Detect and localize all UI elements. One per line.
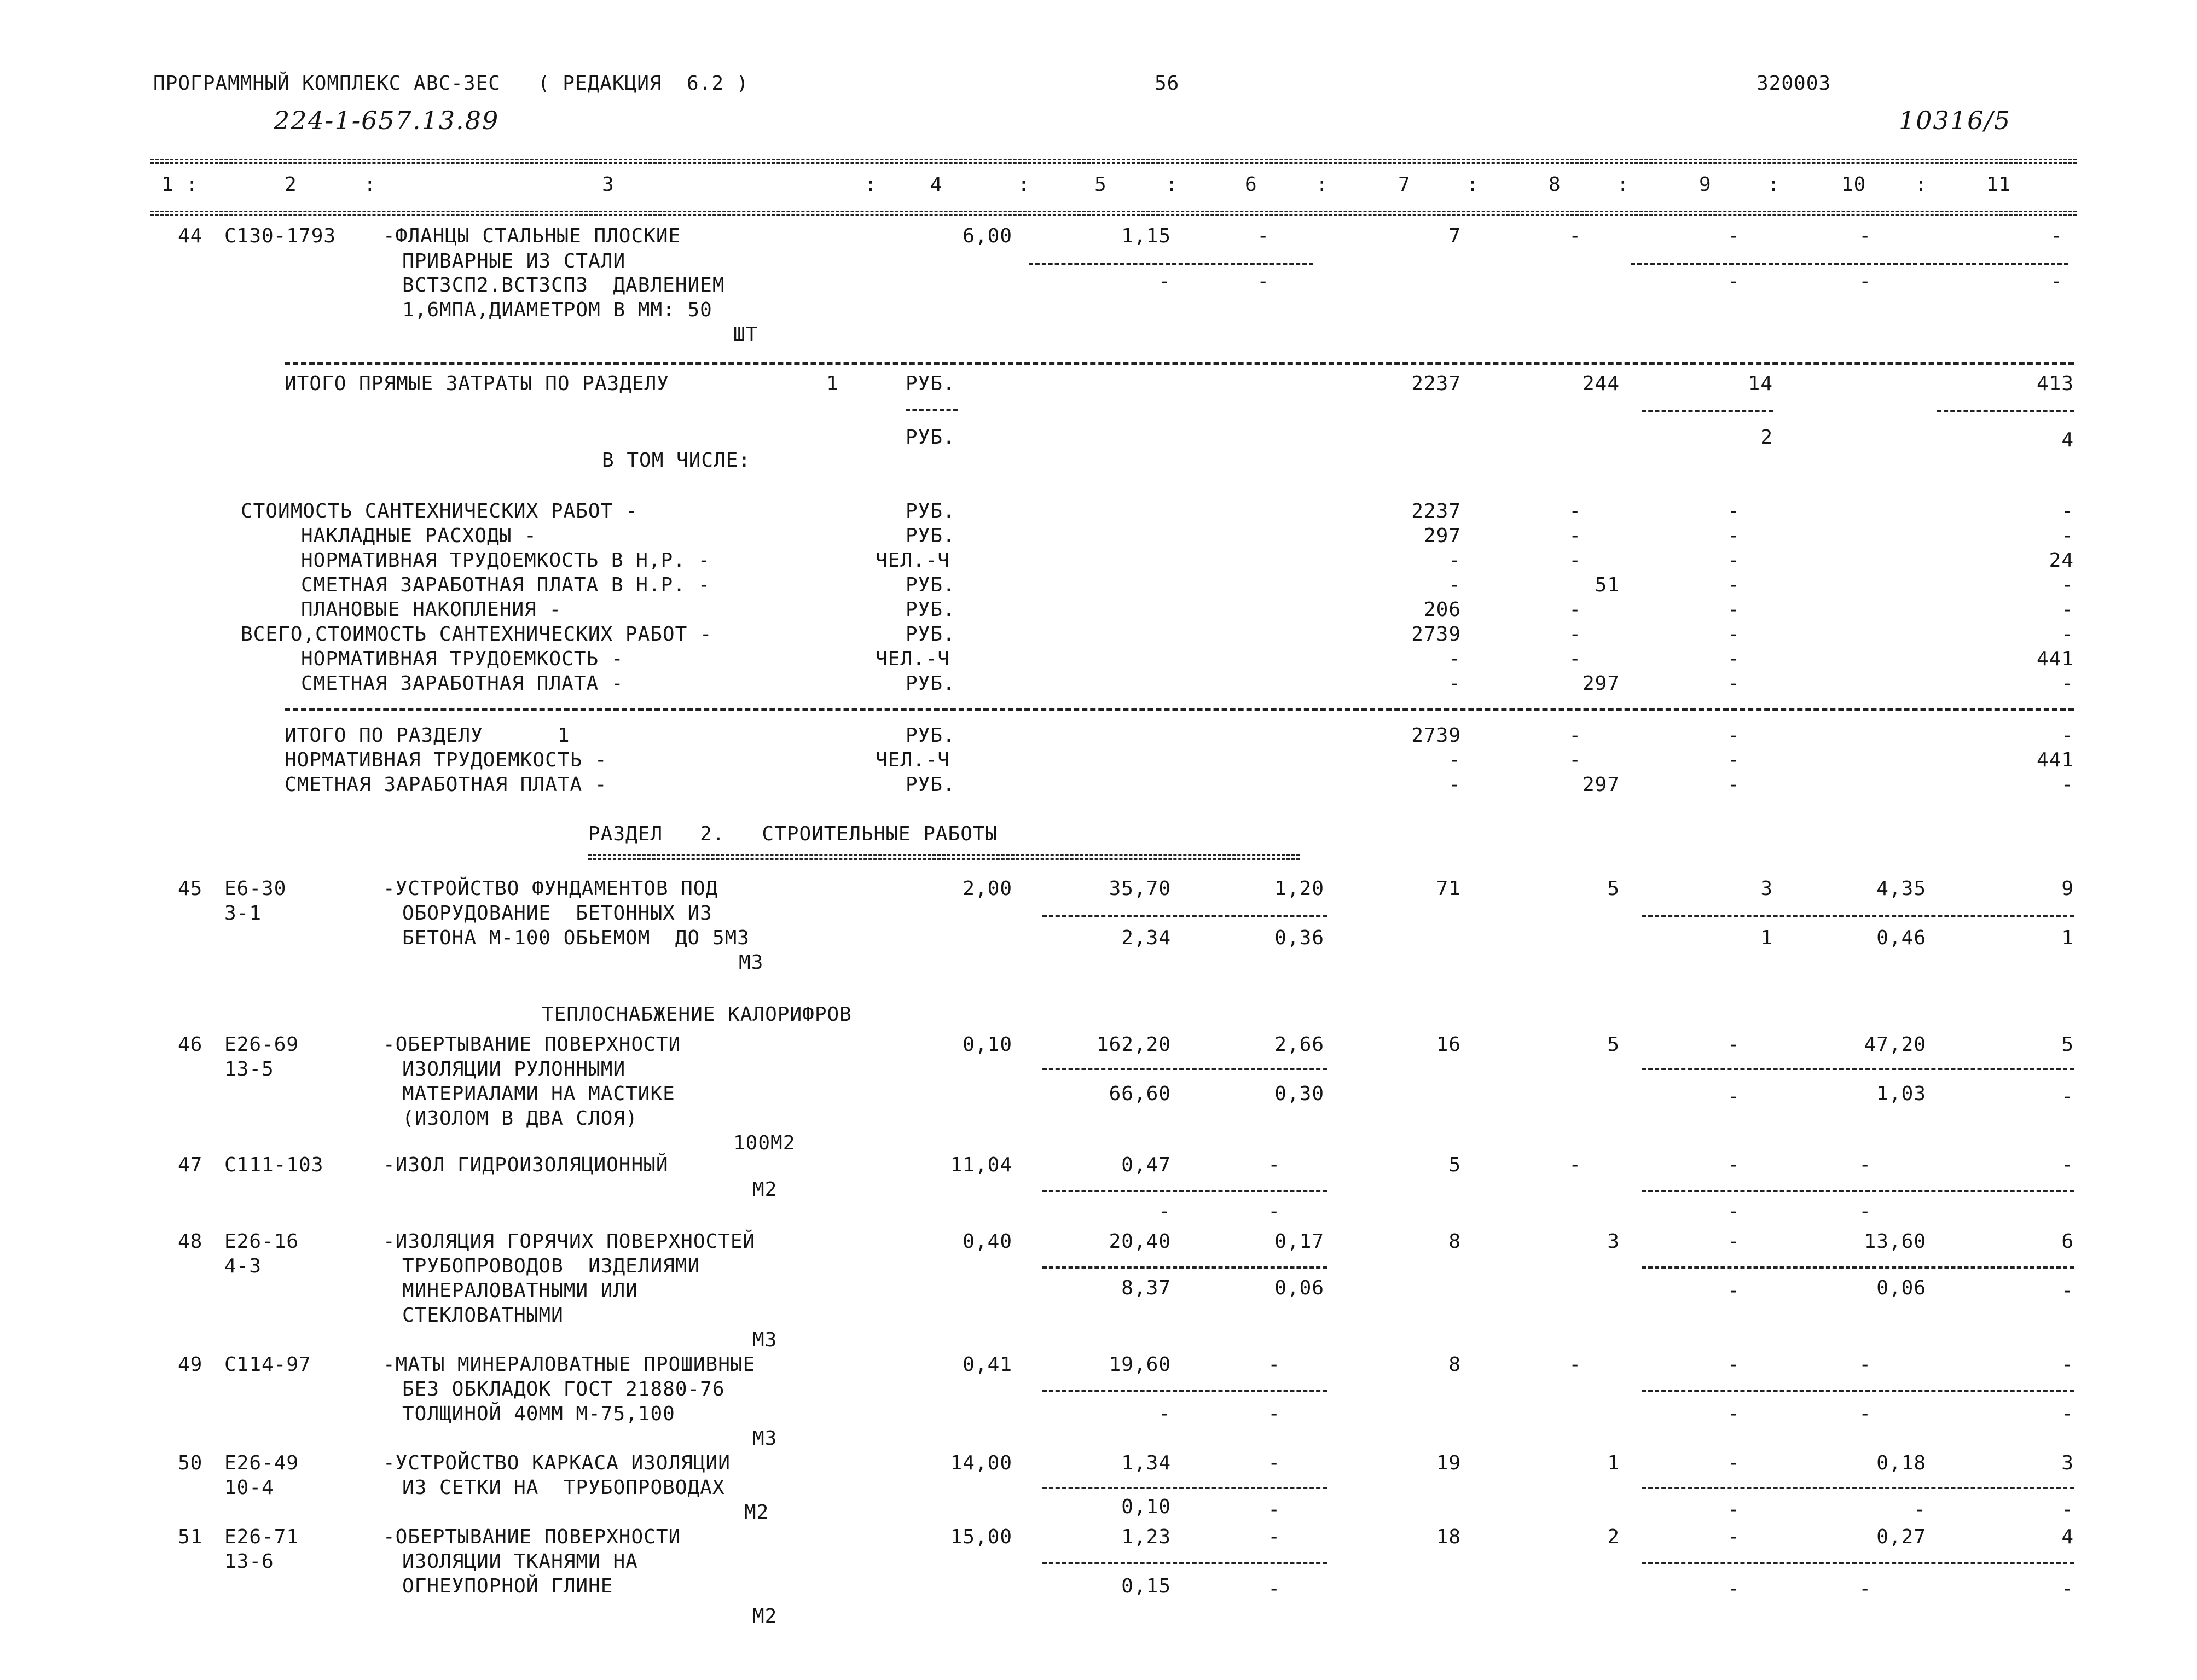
summary-col-8: - <box>1569 623 1581 646</box>
col-11-wage: - <box>2050 270 2063 293</box>
sub-rule <box>1042 1190 1327 1192</box>
summary-unit: ЧЕЛ.-Ч <box>876 549 950 572</box>
col-11-value: 9 <box>2061 877 2074 900</box>
unit-of-measure: М3 <box>739 951 764 974</box>
col-6: 6 <box>1245 173 1257 196</box>
summary-col-9: - <box>1728 574 1740 596</box>
col-sep: : <box>1617 173 1630 196</box>
summary-col-9: - <box>1728 500 1740 522</box>
col-10-value: 47,20 <box>1864 1033 1926 1056</box>
unit-price: 1,34 <box>1121 1452 1171 1474</box>
col-11-wage: - <box>2061 1578 2074 1600</box>
item-description-line: ИЗОЛЯЦИИ ТКАНЯМИ НА <box>402 1550 638 1573</box>
col-sep: : <box>1018 173 1030 196</box>
col-10-value: 0,18 <box>1876 1452 1926 1474</box>
handwritten-sheet-number: 10316/5 <box>1899 106 2011 135</box>
summary-col-7: - <box>1448 648 1461 670</box>
sub-rule <box>1642 1390 2074 1392</box>
quantity: 0,10 <box>963 1033 1012 1056</box>
item-description-line: -УСТРОЙСТВО КАРКАСА ИЗОЛЯЦИИ <box>383 1452 731 1474</box>
summary-col-9: - <box>1728 672 1740 695</box>
summary-label: НАКЛАДНЫЕ РАСХОДЫ - <box>301 525 537 547</box>
summary-col-11: - <box>2061 598 2074 621</box>
col-11-wage: - <box>2061 1280 2074 1302</box>
summary-col-11: - <box>2061 574 2074 596</box>
rate-code: Е6-30 <box>224 877 287 900</box>
sub-rule <box>1042 1068 1327 1070</box>
section-total-col-7: - <box>1448 749 1461 771</box>
section-total-label: СМЕТНАЯ ЗАРАБОТНАЯ ПЛАТА - <box>285 774 607 796</box>
col-11: 11 <box>1986 173 2011 196</box>
col-8-value: 5 <box>1607 877 1620 900</box>
item-description-line: -ОБЕРТЫВАНИЕ ПОВЕРХНОСТИ <box>383 1033 681 1056</box>
col-sep: : <box>1316 173 1329 196</box>
summary-col-9: - <box>1728 623 1740 646</box>
rate-code-sub: 4-3 <box>224 1255 262 1277</box>
section-total-unit: РУБ. <box>906 724 955 747</box>
summary-col-7: 2739 <box>1411 623 1461 646</box>
col-8-value: 5 <box>1607 1033 1620 1056</box>
summary-label: НОРМАТИВНАЯ ТРУДОЕМКОСТЬ В Н,Р. - <box>301 549 711 572</box>
col-10-wage: 1,03 <box>1876 1083 1926 1105</box>
sub-rule <box>1642 1487 2074 1489</box>
col-9-wage: - <box>1728 1403 1740 1425</box>
summary-unit: ЧЕЛ.-Ч <box>876 648 950 670</box>
col-sep: : <box>1166 173 1178 196</box>
quantity: 6,00 <box>963 225 1012 247</box>
col-11-value: - <box>2050 225 2063 247</box>
item-description-line: -МАТЫ МИНЕРАЛОВАТНЫЕ ПРОШИВНЫЕ <box>383 1353 756 1376</box>
row-number: 50 <box>178 1452 203 1474</box>
summary-label: СТОИМОСТЬ САНТЕХНИЧЕСКИХ РАБОТ - <box>241 500 638 522</box>
col-8-value: - <box>1569 1154 1581 1176</box>
summary-col-11: - <box>2061 623 2074 646</box>
direct-col-8: 244 <box>1582 373 1620 395</box>
summary-col-11: - <box>2061 672 2074 695</box>
sub-rule <box>1029 263 1313 265</box>
unit-of-measure: М3 <box>752 1329 778 1351</box>
col-3: 3 <box>602 173 615 196</box>
sub-rule <box>1642 915 2074 917</box>
unit-price-wage: 0,15 <box>1121 1575 1171 1597</box>
col-9-wage: - <box>1728 270 1740 293</box>
summary-col-7: 206 <box>1423 598 1461 621</box>
col-11-value: - <box>2061 1154 2074 1176</box>
total-cost: 16 <box>1436 1033 1461 1056</box>
col-10: 10 <box>1841 173 1866 196</box>
rate-code: С130-1793 <box>224 225 337 247</box>
col-9-value: - <box>1728 1033 1740 1056</box>
item-description-line: БЕТОНА М-100 ОБЬЕМОМ ДО 5М3 <box>402 927 750 949</box>
item-description-line: 1,6МПА,ДИАМЕТРОМ В ММ: 50 <box>402 299 712 321</box>
col-11-wage: 1 <box>2061 927 2074 949</box>
item-description-line: -ИЗОЛЯЦИЯ ГОРЯЧИХ ПОВЕРХНОСТЕЙ <box>383 1230 756 1253</box>
col-6-wage: - <box>1268 1498 1280 1521</box>
col-6-wage: 0,36 <box>1274 927 1324 949</box>
row-number: 46 <box>178 1033 203 1056</box>
col-5: 5 <box>1094 173 1107 196</box>
sub-rule <box>1042 915 1327 917</box>
sub-rule <box>1642 1190 2074 1192</box>
quantity: 14,00 <box>950 1452 1012 1474</box>
total-cost: 71 <box>1436 877 1461 900</box>
row-number: 51 <box>178 1526 203 1548</box>
unit-price-wage: - <box>1158 1403 1171 1425</box>
section-total-col-8: - <box>1569 749 1581 771</box>
quantity: 0,40 <box>963 1230 1012 1253</box>
rate-code: Е26-49 <box>224 1452 299 1474</box>
unit-of-measure: М2 <box>752 1178 778 1201</box>
quantity: 11,04 <box>950 1154 1012 1176</box>
unit-of-measure: 100М2 <box>733 1132 796 1154</box>
item-description-line: ОГНЕУПОРНОЙ ГЛИНЕ <box>402 1575 613 1597</box>
col-6-value: - <box>1268 1353 1280 1376</box>
col-6-wage: - <box>1268 1200 1280 1223</box>
section-total-unit: РУБ. <box>906 774 955 796</box>
sub-rule <box>1642 1562 2074 1564</box>
col-9: 9 <box>1699 173 1712 196</box>
unit-price-wage: - <box>1158 270 1171 293</box>
sub-rule <box>1642 410 1773 412</box>
rate-code: Е26-71 <box>224 1526 299 1548</box>
item-description-line: МАТЕРИАЛАМИ НА МАСТИКЕ <box>402 1083 675 1105</box>
summary-col-8: - <box>1569 525 1581 547</box>
document-code: 320003 <box>1757 72 1831 95</box>
unit-of-measure: М2 <box>744 1501 769 1524</box>
unit-price-wage: 0,10 <box>1121 1496 1171 1518</box>
unit-price: 35,70 <box>1109 877 1171 900</box>
summary-col-8: - <box>1569 598 1581 621</box>
item-description-line: ИЗ СЕТКИ НА ТРУБОПРОВОДАХ <box>402 1476 725 1499</box>
header-top-rule <box>150 159 2077 164</box>
summary-unit: РУБ. <box>906 598 955 621</box>
col-6-value: - <box>1268 1154 1280 1176</box>
unit-price: 19,60 <box>1109 1353 1171 1376</box>
section-title-underline <box>588 854 1300 860</box>
col-2: 2 <box>285 173 297 196</box>
item-description-line: ПРИВАРНЫЕ ИЗ СТАЛИ <box>402 250 626 272</box>
sub-rule <box>1642 1266 2074 1269</box>
col-10-wage: - <box>1859 1578 1871 1600</box>
unit-price: 0,47 <box>1121 1154 1171 1176</box>
col-9-value: - <box>1728 1526 1740 1548</box>
row-number: 49 <box>178 1353 203 1376</box>
summary-col-7: 2237 <box>1411 500 1461 522</box>
col-6-value: 0,17 <box>1274 1230 1324 1253</box>
col-9-wage: - <box>1728 1498 1740 1521</box>
sub-rule <box>1631 263 2068 265</box>
row-number: 44 <box>178 225 203 247</box>
item-description-line: БЕЗ ОБКЛАДОК ГОСТ 21880-76 <box>402 1378 725 1400</box>
col-8: 8 <box>1549 173 1561 196</box>
col-sep: : <box>364 173 376 196</box>
unit-price: 20,40 <box>1109 1230 1171 1253</box>
col-11-value: 3 <box>2061 1452 2074 1474</box>
sub-rule <box>1937 410 2074 412</box>
item-description-line: МИНЕРАЛОВАТНЫМИ ИЛИ <box>402 1280 638 1302</box>
summary-unit: РУБ. <box>906 574 955 596</box>
handwritten-doc-number: 224-1-657.13.89 <box>274 106 500 135</box>
item-description-line: -ФЛАНЦЫ СТАЛЬНЫЕ ПЛОСКИЕ <box>383 225 681 247</box>
unit-rub: РУБ. <box>906 373 955 395</box>
col-9-value: - <box>1728 1452 1740 1474</box>
col-6-value: 2,66 <box>1274 1033 1324 1056</box>
col-11-value: 4 <box>2061 1526 2074 1548</box>
rate-code-sub: 10-4 <box>224 1476 274 1499</box>
section-total-col-8: 297 <box>1582 774 1620 796</box>
col-sep: : <box>1915 173 1928 196</box>
summary-col-7: - <box>1448 574 1461 596</box>
col-6-value: - <box>1257 225 1269 247</box>
including-label: В ТОМ ЧИСЛЕ: <box>602 449 751 472</box>
section-total-col-8: - <box>1569 724 1581 747</box>
row-number: 48 <box>178 1230 203 1253</box>
col-6-wage: 0,30 <box>1274 1083 1324 1105</box>
summary-col-8: 297 <box>1582 672 1620 695</box>
sub-rule <box>1042 1562 1327 1564</box>
col-10-wage: 0,06 <box>1876 1277 1926 1299</box>
item-description-line: ВСТ3СП2.ВСТ3СП3 ДАВЛЕНИЕМ <box>402 274 725 297</box>
row-number: 47 <box>178 1154 203 1176</box>
summary-col-7: - <box>1448 549 1461 572</box>
summary-col-11: 24 <box>2049 549 2074 572</box>
col-11-wage: - <box>2061 1498 2074 1521</box>
item-description-line: -ИЗОЛ ГИДРОИЗОЛЯЦИОННЫЙ <box>383 1154 669 1176</box>
item-description-line: СТЕКЛОВАТНЫМИ <box>402 1304 564 1327</box>
col-7: 7 <box>1398 173 1411 196</box>
col-6-value: 1,20 <box>1274 877 1324 900</box>
col-6-value: - <box>1268 1526 1280 1548</box>
summary-col-8: 51 <box>1595 574 1620 596</box>
col-10-value: 4,35 <box>1876 877 1926 900</box>
summary-col-9: - <box>1728 549 1740 572</box>
summary-col-7: - <box>1448 672 1461 695</box>
col-6-value: - <box>1268 1452 1280 1474</box>
summary-col-8: - <box>1569 549 1581 572</box>
header-bottom-rule <box>150 211 2077 216</box>
item-description-line: -ОБЕРТЫВАНИЕ ПОВЕРХНОСТИ <box>383 1526 681 1548</box>
col-10-wage: - <box>1914 1498 1926 1521</box>
section-2-title: РАЗДЕЛ 2. СТРОИТЕЛЬНЫЕ РАБОТЫ <box>588 823 998 845</box>
col-8-value: 3 <box>1607 1230 1620 1253</box>
direct-col-11-wage: 4 <box>2061 429 2074 451</box>
sub-rule <box>906 409 958 411</box>
sub-rule <box>1042 1266 1327 1269</box>
col-9-wage: 1 <box>1760 927 1773 949</box>
rate-code: С114-97 <box>224 1353 311 1376</box>
unit-of-measure: М2 <box>752 1605 778 1627</box>
summary-label: НОРМАТИВНАЯ ТРУДОЕМКОСТЬ - <box>301 648 624 670</box>
row-number: 45 <box>178 877 203 900</box>
section-total-col-11: 441 <box>2036 749 2074 771</box>
unit-rub: РУБ. <box>906 426 955 449</box>
col-10-wage: - <box>1859 1403 1871 1425</box>
col-8-value: 1 <box>1607 1452 1620 1474</box>
item-description-line: ТРУБОПРОВОДОВ ИЗДЕЛИЯМИ <box>402 1255 700 1277</box>
col-10-wage: - <box>1859 1200 1871 1223</box>
unit-of-measure: ШТ <box>733 323 758 346</box>
page-number: 56 <box>1155 72 1180 95</box>
summary-unit: РУБ. <box>906 525 955 547</box>
rate-code: С111-103 <box>224 1154 324 1176</box>
rate-code: Е26-16 <box>224 1230 299 1253</box>
section-total-unit: ЧЕЛ.-Ч <box>876 749 950 771</box>
item-description-line: (ИЗОЛОМ В ДВА СЛОЯ) <box>402 1107 638 1130</box>
col-8-value: - <box>1569 225 1581 247</box>
rate-code: Е26-69 <box>224 1033 299 1056</box>
section-total-col-11: - <box>2061 724 2074 747</box>
total-cost: 7 <box>1448 225 1461 247</box>
summary-label: ВСЕГО,СТОИМОСТЬ САНТЕХНИЧЕСКИХ РАБОТ - <box>241 623 712 646</box>
total-cost: 19 <box>1436 1452 1461 1474</box>
item-description-line: -УСТРОЙСТВО ФУНДАМЕНТОВ ПОД <box>383 877 718 900</box>
summary-col-7: 297 <box>1423 525 1461 547</box>
summary-col-9: - <box>1728 648 1740 670</box>
col-sep: : <box>186 173 199 196</box>
summary-label: ПЛАНОВЫЕ НАКОПЛЕНИЯ - <box>301 598 562 621</box>
summary-col-9: - <box>1728 598 1740 621</box>
col-9-wage: - <box>1728 1200 1740 1223</box>
col-11-wage: - <box>2061 1085 2074 1108</box>
direct-costs-label: ИТОГО ПРЯМЫЕ ЗАТРАТЫ ПО РАЗДЕЛУ <box>285 373 669 395</box>
total-cost: 5 <box>1448 1154 1461 1176</box>
col-1: 1 <box>161 173 174 196</box>
col-10-value: - <box>1859 1353 1871 1376</box>
col-11-value: 5 <box>2061 1033 2074 1056</box>
col-sep: : <box>1466 173 1479 196</box>
program-title: ПРОГРАММНЫЙ КОМПЛЕКС АВС-3ЕС ( РЕДАКЦИЯ 6.2 ) <box>153 72 749 95</box>
sub-rule <box>1642 1068 2074 1070</box>
section-total-label: ИТОГО ПО РАЗДЕЛУ 1 <box>285 724 570 747</box>
total-cost: 8 <box>1448 1230 1461 1253</box>
summary-label: СМЕТНАЯ ЗАРАБОТНАЯ ПЛАТА В Н.Р. - <box>301 574 711 596</box>
summary-col-8: - <box>1569 500 1581 522</box>
item-description-line: ИЗОЛЯЦИИ РУЛОННЫМИ <box>402 1058 626 1080</box>
col-sep: : <box>1767 173 1780 196</box>
summary-col-11: - <box>2061 500 2074 522</box>
col-11-wage: - <box>2061 1403 2074 1425</box>
item-description-line: ТОЛЩИНОЙ 40ММ М-75,100 <box>402 1403 675 1425</box>
summary-unit: РУБ. <box>906 500 955 522</box>
col-10-value: - <box>1859 225 1871 247</box>
section-total-col-9: - <box>1728 774 1740 796</box>
col-6-wage: - <box>1268 1578 1280 1600</box>
unit-price-wage: 66,60 <box>1109 1083 1171 1105</box>
summary-unit: РУБ. <box>906 672 955 695</box>
col-9-value: - <box>1728 225 1740 247</box>
subsection-title: ТЕПЛОСНАБЖЕНИЕ КАЛОРИФРОВ <box>542 1003 852 1026</box>
col-9-value: - <box>1728 1353 1740 1376</box>
section-rule <box>285 708 2074 711</box>
col-10-wage: - <box>1859 270 1871 293</box>
section-total-col-9: - <box>1728 749 1740 771</box>
unit-price-wage: 2,34 <box>1121 927 1171 949</box>
col-9-value: - <box>1728 1230 1740 1253</box>
summary-label: СМЕТНАЯ ЗАРАБОТНАЯ ПЛАТА - <box>301 672 624 695</box>
col-11-value: 6 <box>2061 1230 2074 1253</box>
rate-code-sub: 13-5 <box>224 1058 274 1080</box>
section-rule <box>285 362 2074 365</box>
section-total-col-7: - <box>1448 774 1461 796</box>
col-10-value: 0,27 <box>1876 1526 1926 1548</box>
col-10-value: 13,60 <box>1864 1230 1926 1253</box>
section-total-col-11: - <box>2061 774 2074 796</box>
col-9-value: - <box>1728 1154 1740 1176</box>
section-number: 1 <box>826 373 839 395</box>
total-cost: 8 <box>1448 1353 1461 1376</box>
col-9-wage: - <box>1728 1280 1740 1302</box>
summary-col-8: - <box>1569 648 1581 670</box>
direct-total: 2237 <box>1411 373 1461 395</box>
unit-price-wage: - <box>1158 1200 1171 1223</box>
quantity: 0,41 <box>963 1353 1012 1376</box>
unit-price: 1,23 <box>1121 1526 1171 1548</box>
col-9-wage: - <box>1728 1085 1740 1108</box>
quantity: 2,00 <box>963 877 1012 900</box>
col-9-wage: - <box>1728 1578 1740 1600</box>
direct-col-9-wage: 2 <box>1760 426 1773 449</box>
summary-unit: РУБ. <box>906 623 955 646</box>
col-8-value: - <box>1569 1353 1581 1376</box>
col-10-value: - <box>1859 1154 1871 1176</box>
section-total-col-7: 2739 <box>1411 724 1461 747</box>
summary-col-11: - <box>2061 525 2074 547</box>
col-6-wage: - <box>1257 270 1269 293</box>
rate-code-sub: 13-6 <box>224 1550 274 1573</box>
summary-col-9: - <box>1728 525 1740 547</box>
col-4: 4 <box>930 173 943 196</box>
total-cost: 18 <box>1436 1526 1461 1548</box>
col-11-value: - <box>2061 1353 2074 1376</box>
direct-col-9: 14 <box>1748 373 1773 395</box>
unit-price: 162,20 <box>1096 1033 1171 1056</box>
summary-col-11: 441 <box>2036 648 2074 670</box>
item-description-line: ОБОРУДОВАНИЕ БЕТОННЫХ ИЗ <box>402 902 712 925</box>
section-total-label: НОРМАТИВНАЯ ТРУДОЕМКОСТЬ - <box>285 749 607 771</box>
col-6-wage: - <box>1268 1403 1280 1425</box>
section-total-col-9: - <box>1728 724 1740 747</box>
quantity: 15,00 <box>950 1526 1012 1548</box>
unit-price: 1,15 <box>1121 225 1171 247</box>
col-10-wage: 0,46 <box>1876 927 1926 949</box>
col-6-wage: 0,06 <box>1274 1277 1324 1299</box>
unit-of-measure: М3 <box>752 1427 778 1450</box>
col-9-value: 3 <box>1760 877 1773 900</box>
rate-code-sub: 3-1 <box>224 902 262 925</box>
unit-price-wage: 8,37 <box>1121 1277 1171 1299</box>
direct-col-11: 413 <box>2036 373 2074 395</box>
sub-rule <box>1042 1390 1327 1392</box>
col-sep: : <box>865 173 877 196</box>
col-8-value: 2 <box>1607 1526 1620 1548</box>
sub-rule <box>1042 1487 1327 1489</box>
